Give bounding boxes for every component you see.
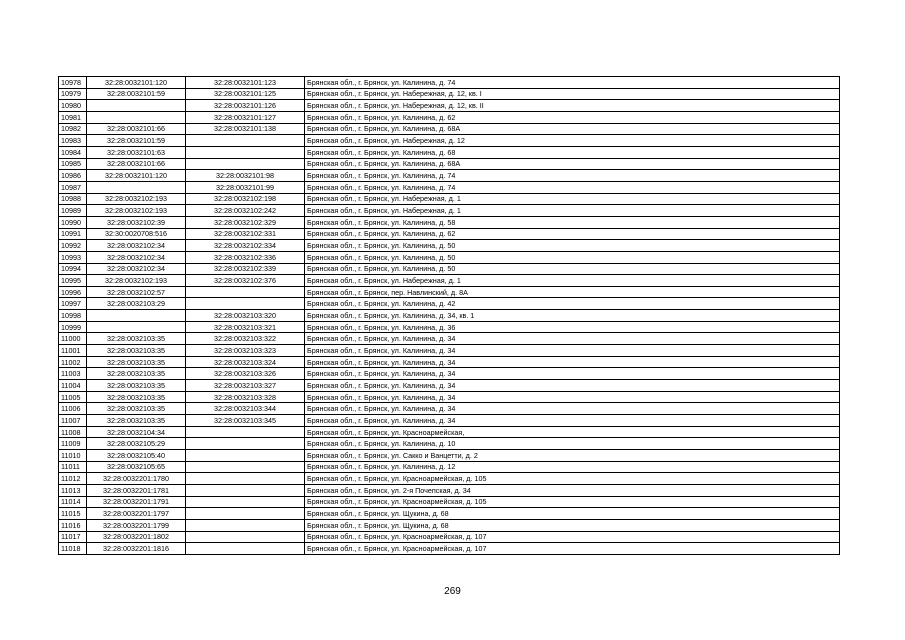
table-row [59,333,840,345]
parcel-number-cell: 32:28:0032101:63 [87,146,186,158]
parcel-number-cell [87,310,186,322]
table-row [59,391,840,403]
object-number-cell: 32:28:0032102:242 [186,205,305,217]
row-number-cell: 10992 [59,240,87,252]
address-cell: Брянская обл., г. Брянск, ул. Калинина, д. 12 [305,461,840,473]
object-number-cell [186,531,305,543]
object-number-cell: 32:28:0032101:126 [186,100,305,112]
object-number-cell: 32:28:0032103:322 [186,333,305,345]
object-number-cell [186,135,305,147]
row-number-cell: 10997 [59,298,87,310]
parcel-number-cell: 32:28:0032105:29 [87,438,186,450]
row-number-cell: 11003 [59,368,87,380]
row-number-cell: 10979 [59,88,87,100]
address-cell: Брянская обл., г. Брянск, ул. Калинина, д. 36 [305,321,840,333]
parcel-number-cell: 32:28:0032201:1816 [87,543,186,555]
table-row [59,356,840,368]
address-cell: Брянская обл., г. Брянск, ул. Калинина, д. 68А [305,158,840,170]
table-row [59,240,840,252]
row-number-cell: 11016 [59,519,87,531]
table-row [59,205,840,217]
parcel-number-cell: 32:28:0032103:35 [87,356,186,368]
object-number-cell [186,461,305,473]
parcel-number-cell: 32:28:0032102:39 [87,216,186,228]
table-row [59,146,840,158]
table-row [59,461,840,473]
table-row [59,345,840,357]
table-row [59,298,840,310]
row-number-cell: 10980 [59,100,87,112]
parcel-number-cell: 32:28:0032103:35 [87,380,186,392]
table-row [59,380,840,392]
address-cell: Брянская обл., г. Брянск, ул. Набережная, д. 1 [305,193,840,205]
parcel-number-cell: 32:28:0032102:34 [87,251,186,263]
row-number-cell: 10987 [59,181,87,193]
object-number-cell: 32:28:0032102:198 [186,193,305,205]
object-number-cell: 32:28:0032102:336 [186,251,305,263]
table-row [59,251,840,263]
parcel-number-cell: 32:28:0032102:57 [87,286,186,298]
address-cell: Брянская обл., г. Брянск, ул. Калинина, д. 34 [305,345,840,357]
table-row [59,135,840,147]
row-number-cell: 11014 [59,496,87,508]
parcel-number-cell: 32:28:0032102:193 [87,275,186,287]
object-number-cell: 32:28:0032101:127 [186,111,305,123]
object-number-cell [186,543,305,555]
address-cell: Брянская обл., г. Брянск, ул. Калинина, д. 34 [305,380,840,392]
parcel-number-cell [87,100,186,112]
object-number-cell: 32:28:0032102:329 [186,216,305,228]
address-cell: Брянская обл., г. Брянск, ул. Калинина, д. 74 [305,77,840,89]
cadastral-table [58,76,840,555]
object-number-cell: 32:28:0032103:326 [186,368,305,380]
parcel-number-cell [87,181,186,193]
row-number-cell: 10991 [59,228,87,240]
row-number-cell: 10985 [59,158,87,170]
parcel-number-cell: 32:28:0032201:1797 [87,508,186,520]
parcel-number-cell: 32:28:0032101:59 [87,88,186,100]
table-row [59,286,840,298]
address-cell: Брянская обл., г. Брянск, ул. Калинина, д. 62 [305,228,840,240]
object-number-cell: 32:28:0032101:99 [186,181,305,193]
object-number-cell [186,496,305,508]
table-row [59,310,840,322]
object-number-cell: 32:28:0032102:376 [186,275,305,287]
table-row [59,77,840,89]
object-number-cell: 32:28:0032102:339 [186,263,305,275]
address-cell: Брянская обл., г. Брянск, ул. Калинина, д. 34 [305,356,840,368]
address-cell: Брянская обл., г. Брянск, ул. Калинина, д. 74 [305,181,840,193]
address-cell: Брянская обл., г. Брянск, ул. Калинина, д. 50 [305,240,840,252]
address-cell: Брянская обл., г. Брянск, ул. Калинина, д. 34 [305,415,840,427]
object-number-cell [186,473,305,485]
address-cell: Брянская обл., г. Брянск, ул. Красноармейская, д. 105 [305,473,840,485]
row-number-cell: 11007 [59,415,87,427]
address-cell: Брянская обл., г. Брянск, ул. Набережная, д. 12, кв. II [305,100,840,112]
parcel-number-cell: 32:28:0032101:59 [87,135,186,147]
address-cell: Брянская обл., г. Брянск, ул. 2-я Почепская, д. 34 [305,484,840,496]
parcel-number-cell: 32:28:0032103:35 [87,403,186,415]
address-cell: Брянская обл., г. Брянск, ул. Набережная, д. 1 [305,205,840,217]
address-cell: Брянская обл., г. Брянск, ул. Красноармейская, д. 107 [305,531,840,543]
parcel-number-cell: 32:28:0032105:40 [87,450,186,462]
table-row [59,426,840,438]
object-number-cell: 32:28:0032103:323 [186,345,305,357]
address-cell: Брянская обл., г. Брянск, ул. Набережная, д. 12 [305,135,840,147]
object-number-cell [186,438,305,450]
address-cell: Брянская обл., г. Брянск, ул. Калинина, д. 34 [305,403,840,415]
address-cell: Брянская обл., г. Брянск, ул. Щукина, д. 68 [305,519,840,531]
parcel-number-cell: 32:28:0032101:66 [87,123,186,135]
table-row [59,473,840,485]
page-number: 269 [444,586,461,597]
row-number-cell: 11005 [59,391,87,403]
row-number-cell: 11006 [59,403,87,415]
row-number-cell: 10978 [59,77,87,89]
table-row [59,123,840,135]
row-number-cell: 10989 [59,205,87,217]
address-cell: Брянская обл., г. Брянск, ул. Калинина, д. 34, кв. 1 [305,310,840,322]
row-number-cell: 10999 [59,321,87,333]
row-number-cell: 11012 [59,473,87,485]
parcel-number-cell: 32:28:0032102:34 [87,240,186,252]
address-cell: Брянская обл., г. Брянск, ул. Сакко и Ванцетти, д. 2 [305,450,840,462]
table-body [59,77,840,555]
table-row [59,321,840,333]
row-number-cell: 11009 [59,438,87,450]
parcel-number-cell: 32:30:0020708:516 [87,228,186,240]
address-cell: Брянская обл., г. Брянск, ул. Калинина, д. 50 [305,263,840,275]
table-row [59,111,840,123]
object-number-cell: 32:28:0032103:327 [186,380,305,392]
row-number-cell: 11001 [59,345,87,357]
parcel-number-cell [87,111,186,123]
row-number-cell: 10982 [59,123,87,135]
parcel-number-cell: 32:28:0032201:1791 [87,496,186,508]
object-number-cell [186,519,305,531]
address-cell: Брянская обл., г. Брянск, ул. Калинина, д. 34 [305,333,840,345]
parcel-number-cell: 32:28:0032103:35 [87,345,186,357]
row-number-cell: 10995 [59,275,87,287]
parcel-number-cell [87,321,186,333]
address-cell: Брянская обл., г. Брянск, ул. Калинина, д. 68 [305,146,840,158]
parcel-number-cell: 32:28:0032105:65 [87,461,186,473]
address-cell: Брянская обл., г. Брянск, ул. Калинина, д. 50 [305,251,840,263]
object-number-cell [186,450,305,462]
object-number-cell [186,298,305,310]
parcel-number-cell: 32:28:0032103:35 [87,333,186,345]
object-number-cell: 32:28:0032103:328 [186,391,305,403]
parcel-number-cell: 32:28:0032104:34 [87,426,186,438]
object-number-cell [186,146,305,158]
table-row [59,415,840,427]
row-number-cell: 11002 [59,356,87,368]
table-row [59,450,840,462]
row-number-cell: 11004 [59,380,87,392]
row-number-cell: 11010 [59,450,87,462]
object-number-cell: 32:28:0032101:125 [186,88,305,100]
object-number-cell [186,508,305,520]
table-row [59,263,840,275]
address-cell: Брянская обл., г. Брянск, ул. Калинина, д. 74 [305,170,840,182]
object-number-cell: 32:28:0032101:123 [186,77,305,89]
table-row [59,193,840,205]
row-number-cell: 10984 [59,146,87,158]
row-number-cell: 11011 [59,461,87,473]
table-row [59,438,840,450]
parcel-number-cell: 32:28:0032101:120 [87,170,186,182]
parcel-number-cell: 32:28:0032201:1799 [87,519,186,531]
parcel-number-cell: 32:28:0032102:193 [87,193,186,205]
row-number-cell: 11018 [59,543,87,555]
address-cell: Брянская обл., г. Брянск, пер. Навлинский, д. 8А [305,286,840,298]
table-row [59,228,840,240]
table-row [59,275,840,287]
parcel-number-cell: 32:28:0032103:29 [87,298,186,310]
object-number-cell: 32:28:0032103:324 [186,356,305,368]
row-number-cell: 10983 [59,135,87,147]
parcel-number-cell: 32:28:0032101:120 [87,77,186,89]
table-row [59,508,840,520]
address-cell: Брянская обл., г. Брянск, ул. Красноармейская, д. 107 [305,543,840,555]
table-row [59,216,840,228]
row-number-cell: 10996 [59,286,87,298]
address-cell: Брянская обл., г. Брянск, ул. Щукина, д. 68 [305,508,840,520]
row-number-cell: 10981 [59,111,87,123]
table-row [59,543,840,555]
parcel-number-cell: 32:28:0032102:34 [87,263,186,275]
row-number-cell: 11008 [59,426,87,438]
table-row [59,170,840,182]
parcel-number-cell: 32:28:0032103:35 [87,391,186,403]
address-cell: Брянская обл., г. Брянск, ул. Калинина, д. 10 [305,438,840,450]
address-cell: Брянская обл., г. Брянск, ул. Набережная, д. 1 [305,275,840,287]
address-cell: Брянская обл., г. Брянск, ул. Калинина, д. 58 [305,216,840,228]
address-cell: Брянская обл., г. Брянск, ул. Набережная, д. 12, кв. I [305,88,840,100]
table-row [59,519,840,531]
address-cell: Брянская обл., г. Брянск, ул. Калинина, д. 42 [305,298,840,310]
row-number-cell: 11013 [59,484,87,496]
parcel-number-cell: 32:28:0032201:1780 [87,473,186,485]
address-cell: Брянская обл., г. Брянск, ул. Калинина, д. 62 [305,111,840,123]
table-row [59,496,840,508]
table-row [59,531,840,543]
table-row [59,368,840,380]
table-row [59,100,840,112]
row-number-cell: 10990 [59,216,87,228]
object-number-cell [186,158,305,170]
object-number-cell [186,484,305,496]
table-row [59,88,840,100]
parcel-number-cell: 32:28:0032102:193 [87,205,186,217]
address-cell: Брянская обл., г. Брянск, ул. Калинина, д. 34 [305,368,840,380]
object-number-cell: 32:28:0032103:320 [186,310,305,322]
table-row [59,158,840,170]
object-number-cell: 32:28:0032101:138 [186,123,305,135]
address-cell: Брянская обл., г. Брянск, ул. Красноармейская, [305,426,840,438]
row-number-cell: 10993 [59,251,87,263]
object-number-cell: 32:28:0032102:334 [186,240,305,252]
row-number-cell: 11015 [59,508,87,520]
object-number-cell: 32:28:0032101:98 [186,170,305,182]
row-number-cell: 10994 [59,263,87,275]
address-cell: Брянская обл., г. Брянск, ул. Красноармейская, д. 105 [305,496,840,508]
table-row [59,484,840,496]
row-number-cell: 11000 [59,333,87,345]
row-number-cell: 10988 [59,193,87,205]
parcel-number-cell: 32:28:0032103:35 [87,415,186,427]
row-number-cell: 11017 [59,531,87,543]
object-number-cell: 32:28:0032103:344 [186,403,305,415]
object-number-cell: 32:28:0032103:345 [186,415,305,427]
parcel-number-cell: 32:28:0032103:35 [87,368,186,380]
parcel-number-cell: 32:28:0032101:66 [87,158,186,170]
parcel-number-cell: 32:28:0032201:1802 [87,531,186,543]
table-row [59,181,840,193]
address-cell: Брянская обл., г. Брянск, ул. Калинина, д. 68А [305,123,840,135]
parcel-number-cell: 32:28:0032201:1781 [87,484,186,496]
row-number-cell: 10998 [59,310,87,322]
object-number-cell [186,426,305,438]
object-number-cell: 32:28:0032103:321 [186,321,305,333]
object-number-cell [186,286,305,298]
address-cell: Брянская обл., г. Брянск, ул. Калинина, д. 34 [305,391,840,403]
row-number-cell: 10986 [59,170,87,182]
table-row [59,403,840,415]
object-number-cell: 32:28:0032102:331 [186,228,305,240]
